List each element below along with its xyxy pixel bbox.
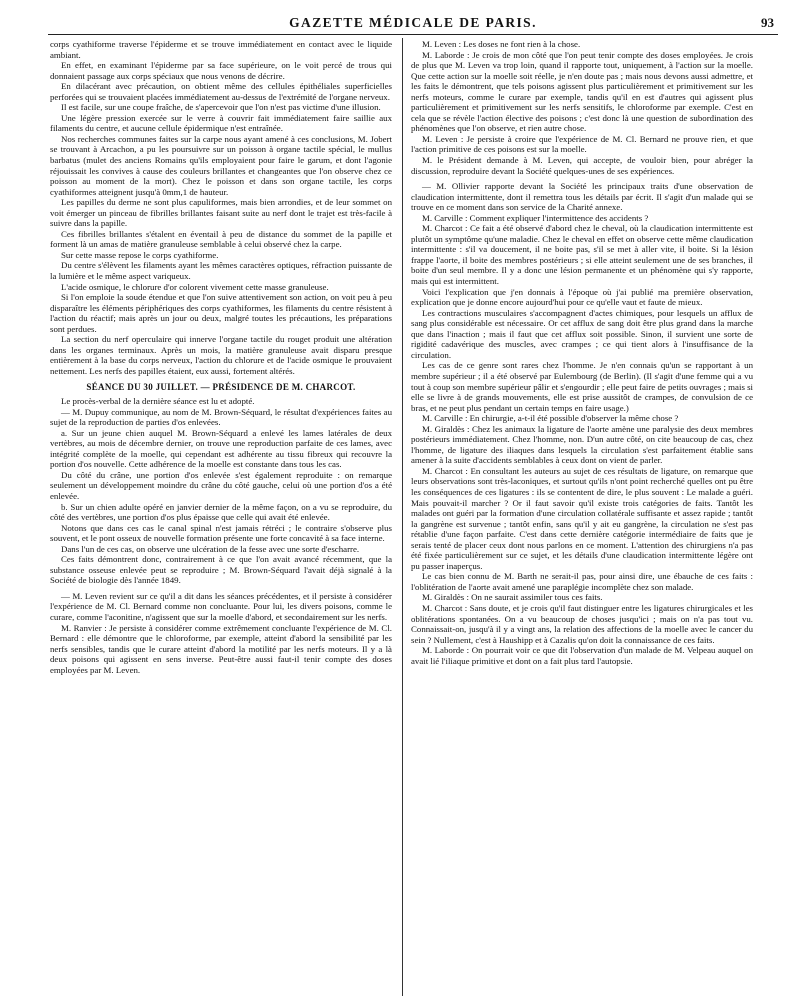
section-heading: SÉANCE DU 30 JUILLET. — PRÉSIDENCE DE M. CHARCOT. bbox=[86, 381, 356, 392]
page-header bbox=[48, 12, 778, 35]
paragraph: M. Giraldès : On ne saurait assimiler tous ces faits. bbox=[422, 592, 603, 603]
paragraph: a. Sur un jeune chien auquel M. Brown-Séquard a enlevé les lames latérales de deux vertèbres, au mois de décembre dernier, on trouve une reproduction parfaite de ces lames, avec intégrité complète de la moelle, qui cependant est adhérente au tissu fibreux qui recouvre la portion d'os nouvelle. Cette adhérence de la moelle est constante dans tous les cas. bbox=[50, 427, 392, 470]
paragraph: Si l'on emploie la soude étendue et que l'on suive attentivement son action, on voit peu à peu disparaître les éléments périphériques des corps cyathiformes, les filaments du centre résistent à l'action du réactif; mais après un jour ou deux, malgré toutes les précautions, les préparations sont perdues. bbox=[50, 292, 392, 334]
paragraph: Les contractions musculaires s'accompagnent d'actes chimiques, pour lesquels un afflux de sang plus considérable est nécessaire. Or cet afflux de sang doit être plus grand dans la marche que dans l'inaction ; mais il faut que cet afflux soit possible. Sinon, il survient une sorte de rigidité cadavérique des muscles, avec crampes ; ce qui tient alors à l'insuffisance de la circulation. bbox=[411, 307, 753, 360]
paragraph: M. Laborde : On pourrait voir ce que dit l'observation d'un malade de M. Velpeau auquel on avait lié l'iliaque primitive et dont on a fait plus tard l'autopsie. bbox=[411, 645, 753, 666]
paragraph: M. Charcot : Ce fait a été observé d'abord chez le cheval, où la claudication intermittente est plutôt un symptôme qu'une maladie. Chez le cheval en effet on observe cette même claudication intermittente : s'il va doucement, il ne boite pas, s'il se met à aller vite, il boite. Si la lésion frappe l'aorte, il boite des membres postérieurs ; si elle atteint seulement une de ses branches, il boite d'un seul membre. Il y a donc une lésion permanente et un phénomène qui s'y rapporte, mais qui est intermittent. bbox=[411, 223, 753, 287]
paragraph: Nos recherches communes faites sur la carpe nous ayant amené à ces conclusions, M. Jobert se trouvant à Arcachon, a pu les poursuivre sur un poisson à organe tactile spécial, le mullus barbatus (mulet des anciens Romains qu'ils employaient pour faire le garum, et dont l'agonie réjouissait les convives à cause des couleurs brillantes et changeantes que l'on observe chez ce poisson au moment de la mort). Chez le poisson et dans son organe tactile, les corps cyathiformes atteignent jusqu'à 0mm,1 de hauteur. bbox=[50, 133, 392, 197]
paragraph: — M. Leven revient sur ce qu'il a dit dans les séances précédentes, et il persiste à considérer l'expérience de M. Cl. Bernard comme non concluante. Pour lui, les divers poisons, comme le curare, comme l'aconitine, n'agissent que sur la moelle d'abord, et secondairement sur les nerfs. bbox=[50, 590, 392, 622]
paragraph: Voici l'explication que j'en donnais à l'époque où j'ai publié ma première observation, explication que je donne encore aujourd'hui pour ce qu'elle vaut et faute de mieux. bbox=[411, 286, 753, 308]
paragraph: M. Giraldès : Chez les animaux la ligature de l'aorte amène une paralysie des deux membres postérieurs immédiatement. Chez l'homme, non. D'un autre côté, on cite beaucoup de cas, chez l'homme, de ligature des iliaques dans lesquels la circulation s'est parfaitement établie sans amener à la suite d'accidents semblables à ceux dont on vient de parler. bbox=[411, 423, 753, 466]
paragraph: M. Leven : Les doses ne font rien à la chose. bbox=[422, 39, 581, 49]
paragraph: Du côté du crâne, une portion d'os enlevée s'est également reproduite : on remarque seulement un développement moindre du crâne du côté gauche, celui où une portion d'os a été enlevée. bbox=[50, 469, 392, 501]
column-divider bbox=[402, 38, 403, 996]
paragraph: Les cas de ce genre sont rares chez l'homme. Je n'en connais qu'un se rapportant à un membre supérieur ; il a été observé par Eulembourg (de Berlin). (Il s'agit d'une femme qui a vu tout à coup son membre supérieur pâlir et s'engourdir ; elle peut faire de petits ouvrages ; mais si elle se livre à de grands mouvements, elle est prise aussitôt de crampes, de convulsion de ce bras, et ne peut plus pendant un certain temps en faire usage.) bbox=[411, 360, 753, 413]
paragraph: Ces fibrilles brillantes s'étalent en éventail à peu de distance du sommet de la papille et forment là un amas de matière granuleuse semblable à celui observé chez la carpe. bbox=[50, 228, 392, 250]
paragraph: Il est facile, sur une coupe fraîche, de s'apercevoir que l'on n'est pas victime d'une illusion. bbox=[61, 102, 381, 113]
paragraph: Sur cette masse repose le corps cyathiforme. bbox=[61, 249, 219, 260]
journal-title: GAZETTE MÉDICALE DE PARIS. bbox=[289, 15, 537, 30]
paragraph: Notons que dans ces cas le canal spinal n'est jamais rétréci ; le contraire s'observe plus souvent, et le pont osseux de nouvelle formation présente une forte concavité à sa face interne. bbox=[50, 522, 392, 544]
paragraph: En dilacérant avec précaution, on obtient même des cellules épithéliales superficielles perforées qui se trouvaient placées immédiatement au-dessus de l'extrémité de l'organe nerveux. bbox=[50, 81, 392, 102]
paragraph: M. Carville : En chirurgie, a-t-il été possible d'observer la même chose ? bbox=[422, 413, 679, 424]
paragraph: M. Charcot : Sans doute, et je crois qu'il faut distinguer entre les ligatures chirurgicales et les oblitérations spontanées. On a vu beaucoup de choses jusqu'ici ; mais on n'a pas tout vu. Connaissait-on, jusqu'à il y a vingt ans, la relation des affections de la moelle avec le cancer du sein ? Nullement, c'est à Haushipp et à Cazalis qu'on doit la connaissance de ces faits. bbox=[411, 602, 753, 645]
paragraph: Du centre s'élèvent les filaments ayant les mêmes caractères optiques, réfraction puissante de la lumière et le même aspect variqueux. bbox=[50, 260, 392, 282]
right-column bbox=[411, 39, 753, 666]
paragraph: corps cyathiforme traverse l'épiderme et se trouve immédiatement en contact avec le liquide ambiant. bbox=[50, 39, 392, 60]
paragraph: M. Leven : Je persiste à croire que l'expérience de M. Cl. Bernard ne prouve rien, et que l'action primitive de ces poisons est sur la moelle. bbox=[411, 133, 753, 155]
paragraph: M. Charcot : En consultant les auteurs au sujet de ces résultats de ligature, on remarque que leurs observations sont très-laconiques, et surtout qu'ils n'ont point recherché quelles ont pu être les conséquences de ces ligatures : ils se contentent de dire, le plus souvent : Le malade a guéri. Mais pouvait-il marcher ? Or il faut savoir qu'il existe trois catégories de faits. Tantôt les malades ont guéri par la formation d'une circulation collatérale suffisante et assez rapide ; tantôt la gangrène est survenue ; tantôt enfin, sans qu'il y ait eu gangrène, la circulation ne s'est pas rétablie d'une façon parfaite. C'est dans cette dernière catégorie intermédiaire de faits que je serais tenté de placer ceux dont nous parlons en ce moment. L'attention des chirurgiens n'a pas été fixée particulièrement sur ce sujet, et les détails d'une claudication intermittente légère ont pu passer inaperçus. bbox=[411, 465, 753, 571]
paragraph: Dans l'un de ces cas, on observe une ulcération de la fesse avec une sorte d'escharre. bbox=[61, 543, 360, 554]
paragraph: Ces faits démontrent donc, contrairement à ce que l'on avait avancé récemment, que la substance osseuse enlevée peut se reproduire ; M. Brown-Séquard l'avait déjà signalé à la Société de biologie dès l'année 1849. bbox=[50, 554, 392, 586]
paragraph: En effet, en examinant l'épiderme par sa face supérieure, on le voit percé de trous qui donnaient passage aux corps spéciaux que nous venons de décrire. bbox=[50, 60, 392, 81]
paragraph: Le procès-verbal de la dernière séance est lu et adopté. bbox=[61, 396, 255, 407]
paragraph: — M. Dupuy communique, au nom de M. Brown-Séquard, le résultat d'expériences faites au sujet de la reproduction de parties d'os enlevées. bbox=[50, 406, 392, 428]
left-column bbox=[50, 39, 392, 675]
paragraph: La section du nerf operculaire qui innerve l'organe tactile du rouget produit une altération dans les organes terminaux. Après un mois, la matière granuleuse avait disparu presque entièrement à la base du corps nerveux, l'action du chlorure et de l'acide osmique le prouvaient nettement. Les nerfs des papilles étaient, eux aussi, fortement altérés. bbox=[50, 334, 392, 376]
paragraph: M. Laborde : Je crois de mon côté que l'on peut tenir compte des doses employées. Je crois de plus que M. Leven va trop loin, quand il rapporte tout, uniquement, à l'action sur la moelle. Que cette action sur la moelle soit réelle, je n'en doute pas ; mais nous devons aussi admettre, et les faits le démontrent, que tels poisons agissent plus particulièrement et primitivement sur les nerfs moteurs, comme le curare par exemple, tandis qu'il en est d'autres qui agissent plus particulièrement et primitivement sur les nerfs sensitifs, le chloroforme par exemple. C'est en cela que se révèle l'action élective des poisons ; c'est donc là une question de subordination des phénomènes que l'on observe, et rien autre chose. bbox=[411, 49, 753, 134]
paragraph: Une légère pression exercée sur le verre à couvrir fait immédiatement faire saillie aux filaments du centre, et aucune cellule épidermique n'est entraînée. bbox=[50, 112, 392, 134]
paragraph: L'acide osmique, le chlorure d'or colorent vivement cette masse granuleuse. bbox=[61, 281, 329, 292]
paragraph: — M. Ollivier rapporte devant la Société les principaux traits d'une observation de claudication intermittente, dont il remettra tous les détails par écrit. Il s'agit d'un malade qui se trouve en ce moment dans son service de la Charité annexe. bbox=[411, 181, 753, 213]
paragraph: M. le Président demande à M. Leven, qui accepte, de vouloir bien, pour abréger la discussion, reproduire devant la Société quelques-unes de ses expériences. bbox=[411, 155, 753, 176]
paragraph: Le cas bien connu de M. Barth ne serait-il pas, pour ainsi dire, une ébauche de ces faits : l'oblitération de l'aorte avait amené une paraplégie incomplète chez son malade. bbox=[411, 571, 753, 592]
paragraph: b. Sur un chien adulte opéré en janvier dernier de la même façon, on a vu se reproduire, du côté des vertèbres, une portion d'os plus épaisse que celle qui avait été enlevée. bbox=[50, 501, 392, 523]
paragraph: M. Carville : Comment expliquer l'intermittence des accidents ? bbox=[422, 212, 649, 223]
paragraph: M. Ranvier : Je persiste à considérer comme extrêmement concluante l'expérience de M. Cl. Bernard : elle démontre que le chloroforme, par exemple, atteint d'abord la sensibilité par les nerfs sensibles, tandis que le curare atteint d'abord la motilité par les nerfs moteurs. Il y a là deux poisons qui agissent en sens inverse. Peut-être aussi faut-il tenir compte des doses employées par M. Leven. bbox=[50, 622, 392, 675]
page-number: 93 bbox=[761, 15, 774, 30]
paragraph: Les papilles du derme ne sont plus capuliformes, mais bien arrondies, et de leur sommet on voit émerger un pinceau de fibrilles brillantes faisant suite au nerf dont le trajet est très-facile à suivre dans la papille. bbox=[50, 197, 392, 229]
